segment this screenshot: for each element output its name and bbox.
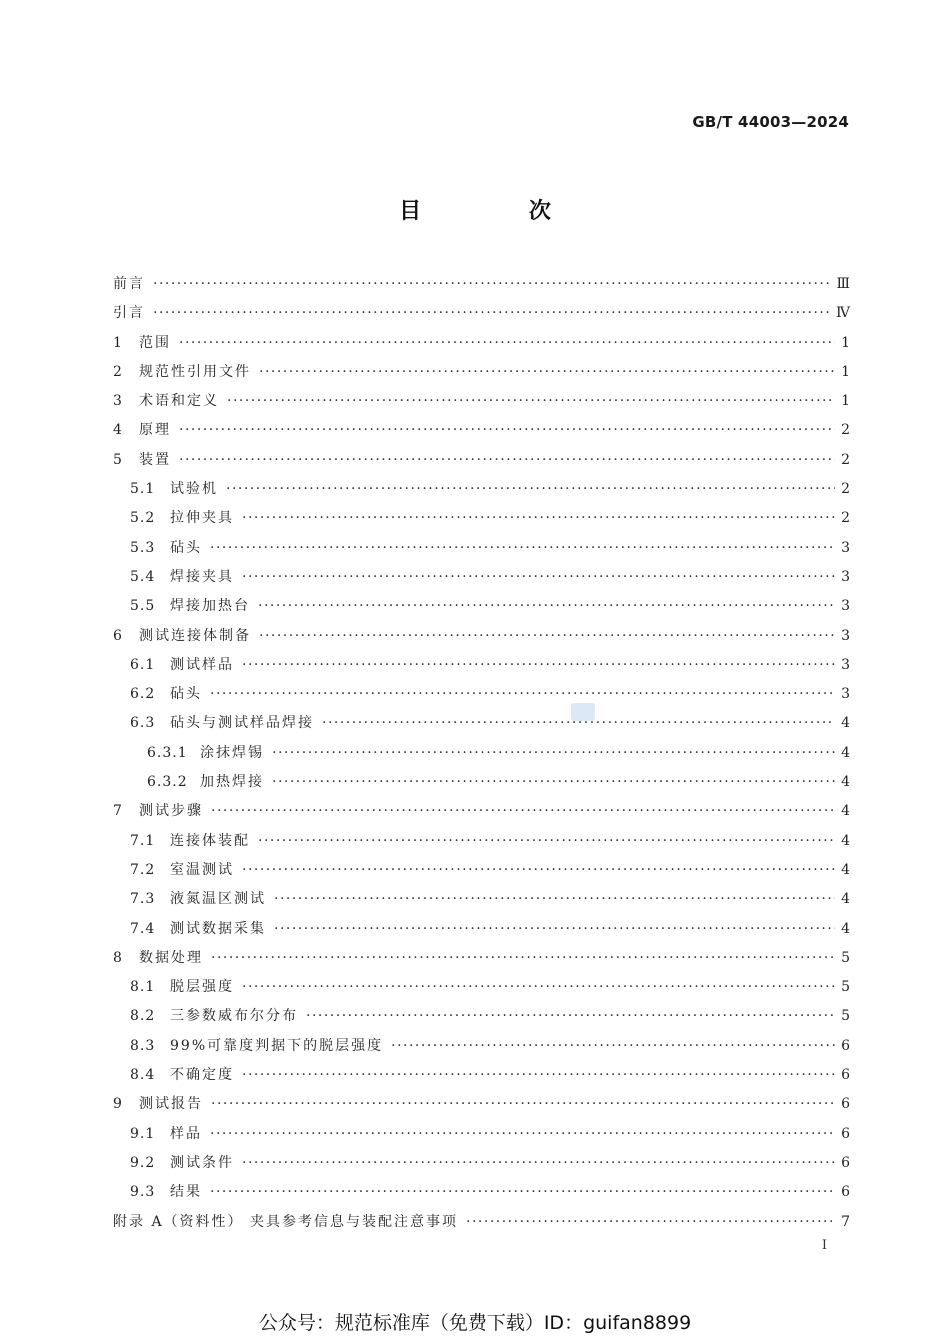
toc-leader-dots (242, 1061, 835, 1090)
toc-entry-title: 砧头 (170, 686, 202, 703)
toc-entry-page: 4 (841, 832, 850, 849)
toc-entry[interactable] (113, 915, 850, 944)
toc-entry[interactable] (113, 563, 850, 592)
toc-entry[interactable] (113, 416, 850, 445)
toc-entry-page: 6 (841, 1184, 850, 1201)
toc-entry-page: 4 (841, 715, 850, 732)
toc-leader-dots (210, 680, 835, 709)
table-of-contents (113, 270, 850, 1237)
toc-entry-title: 室温测试 (170, 861, 234, 878)
toc-leader-dots (210, 1120, 835, 1149)
toc-entry-number: 8.1 (130, 979, 156, 996)
toc-entry-title: 装置 (139, 451, 171, 468)
toc-entry-number: 9 (113, 1096, 123, 1113)
toc-entry-page: 5 (841, 979, 850, 996)
toc-entry-title: 范围 (139, 334, 171, 351)
toc-entry[interactable] (113, 1090, 850, 1119)
toc-leader-dots (259, 622, 835, 651)
toc-leader-dots (242, 973, 835, 1002)
toc-entry[interactable] (113, 768, 850, 797)
toc-leader-dots (210, 534, 835, 563)
toc-entry[interactable] (113, 827, 850, 856)
toc-entry-page: 4 (841, 774, 850, 791)
toc-entry-number: 3 (113, 393, 123, 410)
toc-entry-number: 7.2 (130, 861, 156, 878)
page-title: 目 次 (399, 199, 601, 224)
toc-entry-title: 拉伸夹具 (170, 510, 234, 527)
toc-leader-dots (242, 1149, 835, 1178)
toc-leader-dots (179, 329, 835, 358)
toc-leader-dots (258, 827, 835, 856)
toc-entry-number: 9.3 (130, 1184, 156, 1201)
toc-entry-page: 3 (841, 539, 850, 556)
toc-entry[interactable] (113, 1061, 850, 1090)
toc-entry[interactable] (113, 1149, 850, 1178)
toc-entry-page: 2 (841, 510, 850, 527)
toc-leader-dots (274, 915, 835, 944)
toc-entry-number: 9.1 (130, 1125, 156, 1142)
toc-entry-page: 2 (841, 451, 850, 468)
toc-entry[interactable] (113, 739, 850, 768)
toc-leader-dots (242, 504, 835, 533)
toc-entry-number: 7.4 (130, 920, 156, 937)
toc-entry-page: 2 (841, 422, 850, 439)
toc-entry-number: 5.1 (130, 481, 156, 498)
toc-entry[interactable] (113, 651, 850, 680)
toc-entry[interactable] (113, 534, 850, 563)
toc-entry-title: 测试步骤 (139, 803, 203, 820)
toc-entry-title: 原理 (139, 422, 171, 439)
toc-entry-page: 3 (841, 568, 850, 585)
toc-entry-page: 6 (841, 1096, 850, 1113)
toc-entry-page: 1 (841, 363, 850, 380)
toc-entry-title: 加热焊接 (200, 774, 264, 791)
toc-entry-page: 1 (841, 393, 850, 410)
toc-entry-page: 5 (841, 949, 850, 966)
footer-note: 公众号：规范标准库（免费下载）ID：guifan8899 (258, 1312, 692, 1334)
toc-entry-title: 不确定度 (170, 1067, 234, 1084)
toc-entry-page: 6 (841, 1067, 850, 1084)
standard-code: GB/T 44003—2024 (692, 113, 849, 131)
toc-leader-dots (153, 270, 830, 299)
toc-entry-number: 5.2 (130, 510, 156, 527)
toc-entry[interactable] (113, 270, 850, 299)
toc-entry-title: 测试报告 (139, 1096, 203, 1113)
toc-entry-page: 4 (841, 920, 850, 937)
toc-entry-title: 测试数据采集 (170, 920, 266, 937)
toc-entry-page: Ⅳ (836, 305, 850, 322)
toc-entry-title: 测试连接体制备 (139, 627, 251, 644)
toc-entry-title: 砧头 (170, 539, 202, 556)
toc-entry[interactable] (113, 446, 850, 475)
toc-entry-number: 6 (113, 627, 123, 644)
toc-entry[interactable] (113, 797, 850, 826)
toc-leader-dots (211, 797, 835, 826)
toc-leader-dots (227, 387, 835, 416)
page-number: I (821, 1238, 827, 1253)
toc-entry[interactable] (113, 475, 850, 504)
toc-leader-dots (272, 739, 835, 768)
toc-entry-number: 7 (113, 803, 123, 820)
toc-entry-title: 前言 (113, 276, 145, 292)
toc-entry-title: 测试样品 (170, 656, 234, 673)
toc-entry-title: 数据处理 (139, 949, 203, 966)
toc-entry-page: 7 (841, 1213, 850, 1230)
toc-entry-title: 三参数威布尔分布 (170, 1008, 298, 1025)
toc-entry-number: 7.3 (130, 891, 156, 908)
toc-entry[interactable] (113, 329, 850, 358)
toc-entry-title: 焊接加热台 (170, 598, 250, 615)
toc-leader-dots (391, 1032, 835, 1061)
toc-leader-dots (210, 1178, 835, 1207)
toc-entry-number: 4 (113, 422, 123, 439)
toc-entry[interactable] (113, 973, 850, 1002)
toc-entry[interactable] (113, 358, 850, 387)
toc-entry-title: 附录 A（资料性） 夹具参考信息与装配注意事项 (113, 1213, 459, 1230)
toc-entry-number: 6.3 (130, 715, 156, 732)
toc-entry-page: 2 (841, 481, 850, 498)
toc-entry[interactable] (113, 856, 850, 885)
toc-entry-title: 结果 (170, 1184, 202, 1201)
toc-entry-number: 8.2 (130, 1008, 156, 1025)
toc-entry[interactable] (113, 1178, 850, 1207)
toc-entry[interactable] (113, 944, 850, 973)
toc-entry-number: 5.5 (130, 598, 156, 615)
toc-entry[interactable] (113, 622, 850, 651)
toc-leader-dots (211, 1090, 835, 1119)
toc-entry-number: 5.3 (130, 539, 156, 556)
toc-entry-title: 样品 (170, 1125, 202, 1142)
toc-entry-number: 6.1 (130, 656, 156, 673)
toc-entry[interactable] (113, 299, 850, 328)
toc-leader-dots (242, 651, 835, 680)
toc-entry[interactable] (113, 1208, 850, 1237)
toc-entry-page: 6 (841, 1154, 850, 1171)
toc-entry-title: 测试条件 (170, 1154, 234, 1171)
toc-leader-dots (274, 885, 835, 914)
toc-entry-number: 6.2 (130, 686, 156, 703)
toc-entry[interactable] (113, 504, 850, 533)
toc-entry-number: 8 (113, 949, 123, 966)
toc-entry[interactable] (113, 387, 850, 416)
toc-leader-dots (258, 592, 835, 621)
toc-entry-title: 砧头与测试样品焊接 (170, 715, 314, 732)
toc-entry-page: 3 (841, 656, 850, 673)
toc-entry[interactable] (113, 1120, 850, 1149)
toc-entry[interactable] (113, 885, 850, 914)
toc-entry[interactable] (113, 1032, 850, 1061)
toc-entry[interactable] (113, 680, 850, 709)
toc-entry-page: 4 (841, 744, 850, 761)
toc-leader-dots (306, 1002, 835, 1031)
toc-entry[interactable] (113, 1002, 850, 1031)
toc-entry-title: 涂抹焊锡 (200, 744, 264, 761)
toc-entry-title: 液氮温区测试 (170, 891, 266, 908)
toc-entry-page: 3 (841, 598, 850, 615)
toc-entry-number: 5.4 (130, 568, 156, 585)
toc-leader-dots (153, 299, 830, 328)
toc-leader-dots (211, 944, 835, 973)
toc-leader-dots (179, 416, 835, 445)
toc-entry-number: 8.4 (130, 1067, 156, 1084)
watermark-logo-icon (571, 703, 595, 721)
toc-entry-title: 99%可靠度判据下的脱层强度 (170, 1037, 384, 1054)
toc-entry-title: 试验机 (170, 481, 218, 498)
toc-entry-page: 1 (841, 334, 850, 351)
toc-entry[interactable] (113, 709, 850, 738)
toc-entry-number: 1 (113, 334, 123, 351)
toc-leader-dots (242, 563, 835, 592)
toc-entry-title: 引言 (113, 305, 145, 322)
toc-entry-title: 规范性引用文件 (139, 363, 251, 380)
toc-leader-dots (272, 768, 835, 797)
toc-entry-number: 2 (113, 363, 123, 380)
toc-entry-title: 脱层强度 (170, 979, 234, 996)
toc-entry-page: 3 (841, 686, 850, 703)
toc-entry-number: 9.2 (130, 1154, 156, 1171)
toc-entry-page: 4 (841, 861, 850, 878)
toc-entry-title: 焊接夹具 (170, 568, 234, 585)
toc-entry-page: Ⅲ (836, 276, 850, 292)
toc-leader-dots (466, 1208, 835, 1237)
toc-entry-page: 4 (841, 803, 850, 820)
toc-entry-page: 4 (841, 891, 850, 908)
toc-entry-number: 8.3 (130, 1037, 156, 1054)
toc-leader-dots (242, 856, 835, 885)
toc-entry[interactable] (113, 592, 850, 621)
toc-entry-number: 6.3.2 (147, 774, 188, 791)
toc-leader-dots (226, 475, 835, 504)
toc-entry-page: 5 (841, 1008, 850, 1025)
toc-entry-title: 连接体装配 (170, 832, 250, 849)
toc-entry-page: 3 (841, 627, 850, 644)
toc-entry-title: 术语和定义 (139, 393, 219, 410)
toc-leader-dots (259, 358, 835, 387)
toc-entry-number: 5 (113, 451, 123, 468)
toc-entry-page: 6 (841, 1125, 850, 1142)
toc-entry-page: 6 (841, 1037, 850, 1054)
toc-entry-number: 7.1 (130, 832, 156, 849)
toc-leader-dots (179, 446, 835, 475)
toc-entry-number: 6.3.1 (147, 744, 188, 761)
